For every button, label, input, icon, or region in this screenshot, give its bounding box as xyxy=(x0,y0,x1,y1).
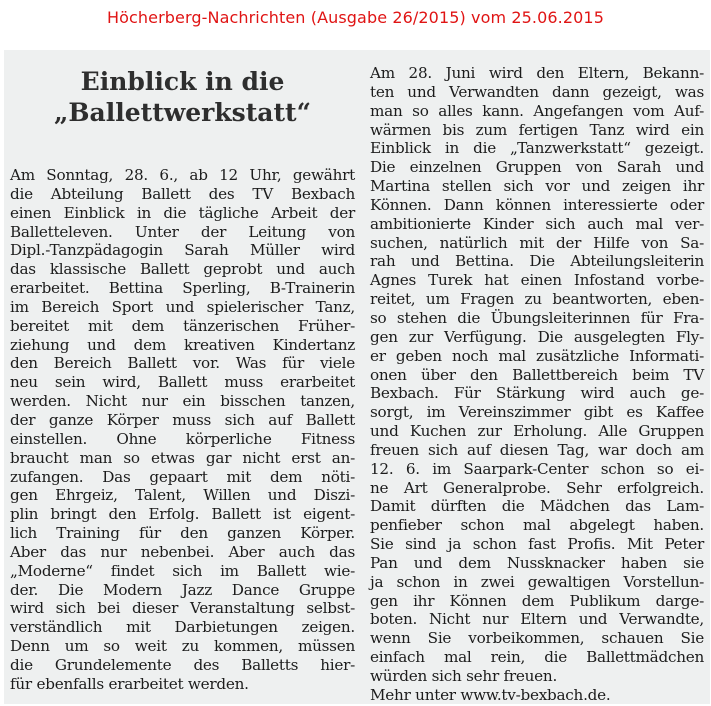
right-column-line: Pan und dem Nussknacker haben sie xyxy=(370,553,704,572)
newspaper-clipping xyxy=(4,50,710,704)
left-column-line: braucht man so etwas gar nicht erst an- xyxy=(10,448,355,467)
right-column-line: Am 28. Juni wird den Eltern, Bekann- xyxy=(370,64,704,82)
left-column-line: der. Die Modern Jazz Dance Gruppe xyxy=(10,580,355,599)
left-column-line: wird sich bei dieser Veranstaltung selbst- xyxy=(10,599,355,618)
right-column-line: einfach mal rein, die Ballettmädchen xyxy=(370,648,704,667)
left-column-line: neu sein wird, Ballett muss erarbeitet xyxy=(10,373,355,392)
right-column-line: Können. Dann können interessierte oder xyxy=(370,195,704,214)
left-column-line: „Moderne“ findet sich im Ballett wie- xyxy=(10,561,355,580)
right-column-line: ja schon in zwei gewaltigen Vorstellun- xyxy=(370,572,704,591)
article-headline xyxy=(10,66,355,128)
right-column-line: Sie sind ja schon fast Profis. Mit Peter xyxy=(370,535,704,554)
right-column-line: würden sich sehr freuen. xyxy=(370,667,558,685)
left-column-line: bereitet mit dem tänzerischen Früher- xyxy=(10,316,355,335)
right-column-line: wärmen bis zum fertigen Tanz wird ein xyxy=(370,120,704,139)
right-column-line: und Kuchen zur Erholung. Alle Gruppen xyxy=(370,422,704,441)
right-column-line: penfieber schon mal abgelegt haben. xyxy=(370,516,704,535)
left-column-line: verständlich mit Darbietungen zeigen. xyxy=(10,618,355,637)
left-column-line: den Bereich Ballett vor. Was für viele xyxy=(10,354,355,373)
right-column-line: er geben noch mal zusätzliche Informati- xyxy=(370,346,704,365)
left-column-line: Aber das nur nebenbei. Aber auch das xyxy=(10,542,355,561)
right-column-line: Die einzelnen Gruppen von Sarah und xyxy=(370,158,704,177)
left-column-line: plin bringt den Erfolg. Ballett ist eigent- xyxy=(10,505,355,524)
right-column-line: Mehr unter www.tv-bexbach.de. xyxy=(370,685,611,704)
right-column-line: Martina stellen sich vor und zeigen ihr xyxy=(370,177,704,196)
right-column-line: ne Art Generalprobe. Sehr erfolgreich. xyxy=(370,478,704,497)
left-column-line: im Bereich Sport und spielerischer Tanz, xyxy=(10,297,355,316)
left-column-line: lich Training für den ganzen Körper. xyxy=(10,524,355,543)
left-column-line: Am Sonntag, 28. 6., ab 12 Uhr, gewährt xyxy=(10,166,355,184)
left-column-line: das klassische Ballett geprobt und auch xyxy=(10,260,355,279)
right-column-line: gen zur Verfügung. Die ausgelegten Fly- xyxy=(370,327,704,346)
left-column-line: für ebenfalls erarbeitet werden. xyxy=(10,674,249,693)
right-column-line: 12. 6. im Saarpark-Center schon so ei- xyxy=(370,459,704,478)
right-column-line: Einblick in die „Tanzwerkstatt“ gezeigt. xyxy=(370,139,704,158)
right-column-line: suchen, natürlich mit der Hilfe von Sa- xyxy=(370,233,704,252)
right-column-line: ambitionierte Kinder sich auch mal ver- xyxy=(370,214,704,233)
right-column-line: boten. Nicht nur Eltern und Verwandte, xyxy=(370,610,704,629)
left-column-line: zufangen. Das gepaart mit dem nöti- xyxy=(10,467,355,486)
left-column-line: einstellen. Ohne körperliche Fitness xyxy=(10,429,355,448)
right-column-line: so stehen die Übungsleiterinnen für Fra- xyxy=(370,308,704,327)
left-column-line: einen Einblick in die tägliche Arbeit der xyxy=(10,203,355,222)
headline-line-2: „Ballettwerkstatt“ xyxy=(54,98,311,127)
right-column-line: Damit dürften die Mädchen das Lam- xyxy=(370,497,704,516)
right-column-text xyxy=(370,64,704,705)
left-column-text xyxy=(10,166,355,694)
left-column-line: Dipl.-Tanzpädagogin Sarah Müller wird xyxy=(10,241,355,260)
right-column-line: reitet, um Fragen zu beantworten, eben- xyxy=(370,290,704,309)
right-column-line: rah und Bettina. Die Abteilungsleiterin xyxy=(370,252,704,271)
right-column-line: wenn Sie vorbeikommen, schauen Sie xyxy=(370,629,704,648)
left-column-line: Denn um so weit zu kommen, müssen xyxy=(10,637,355,656)
left-column-line: der ganze Körper muss sich auf Ballett xyxy=(10,410,355,429)
left-column-line: werden. Nicht nur ein bisschen tanzen, xyxy=(10,392,355,411)
left-column-line: die Grundelemente des Balletts hier- xyxy=(10,655,355,674)
right-column-line: man so alles kann. Angefangen vom Auf- xyxy=(370,101,704,120)
right-column-line: Bexbach. Für Stärkung wird auch ge- xyxy=(370,384,704,403)
newspaper-source-header: Höcherberg-Nachrichten (Ausgabe 26/2015) vom 25.06.2015 xyxy=(107,8,604,27)
left-column-line: gen Ehrgeiz, Talent, Willen und Diszi- xyxy=(10,486,355,505)
left-column-line: Balletteleven. Unter der Leitung von xyxy=(10,222,355,241)
left-column-line: ziehung und dem kreativen Kindertanz xyxy=(10,335,355,354)
right-column-line: onen über den Ballettbereich beim TV xyxy=(370,365,704,384)
right-column-line: sorgt, im Vereinszimmer gibt es Kaffee xyxy=(370,403,704,422)
headline-line-1: Einblick in die xyxy=(80,67,285,96)
right-column-line: freuen sich auf diesen Tag, war doch am xyxy=(370,440,704,459)
left-column-line: die Abteilung Ballett des TV Bexbach xyxy=(10,184,355,203)
right-column-line: gen ihr Können dem Publikum darge- xyxy=(370,591,704,610)
left-column-line: erarbeitet. Bettina Sperling, B-Trainerin xyxy=(10,279,355,298)
right-column-line: Agnes Turek hat einen Infostand vorbe- xyxy=(370,271,704,290)
right-column-line: ten und Verwandten dann gezeigt, was xyxy=(370,82,704,101)
